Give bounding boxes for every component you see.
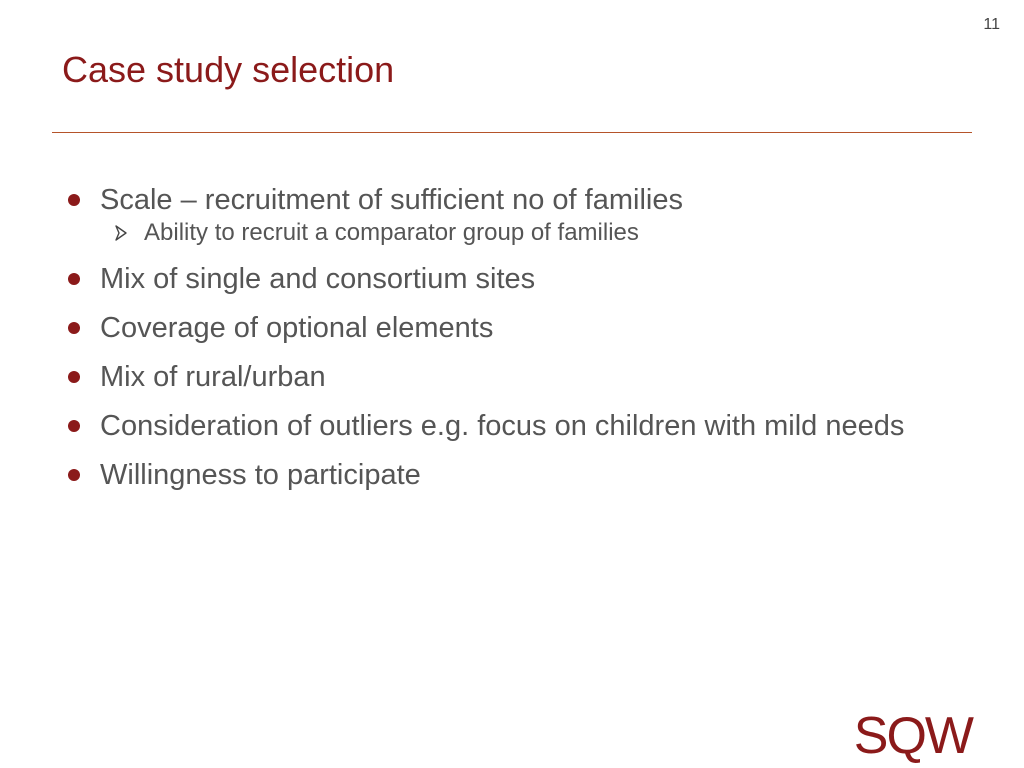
bullet-text: Mix of single and consortium sites [100,263,536,295]
bullet-item [64,357,964,397]
bullet-item [64,406,964,446]
bullet-text: Mix of rural/urban [100,361,326,393]
bullet-dot-icon [68,322,80,334]
bullet-dot-icon [68,420,80,432]
title-divider [52,132,972,133]
bullet-list [64,180,964,504]
bullet-text: Consideration of outliers e.g. focus on children with mild needs [100,410,905,442]
bullet-dot-icon [68,273,80,285]
slide-number: 11 [983,16,1000,33]
arrowhead-icon [114,216,138,250]
sub-bullet-list [100,216,964,250]
sub-bullet-item [100,216,964,250]
bullet-text: Coverage of optional elements [100,312,494,344]
bullet-text: Scale – recruitment of sufficient no of families [100,184,683,216]
bullet-text: Willingness to participate [100,459,421,491]
bullet-dot-icon [68,469,80,481]
bullet-item [64,259,964,299]
bullet-item [64,455,964,495]
bullet-item [64,180,964,250]
slide-title: Case study selection [62,49,395,90]
bullet-dot-icon [68,194,80,206]
sub-bullet-text: Ability to recruit a comparator group of families [144,219,639,246]
bullet-dot-icon [68,371,80,383]
sqw-logo: SQW [853,707,972,765]
bullet-item [64,308,964,348]
